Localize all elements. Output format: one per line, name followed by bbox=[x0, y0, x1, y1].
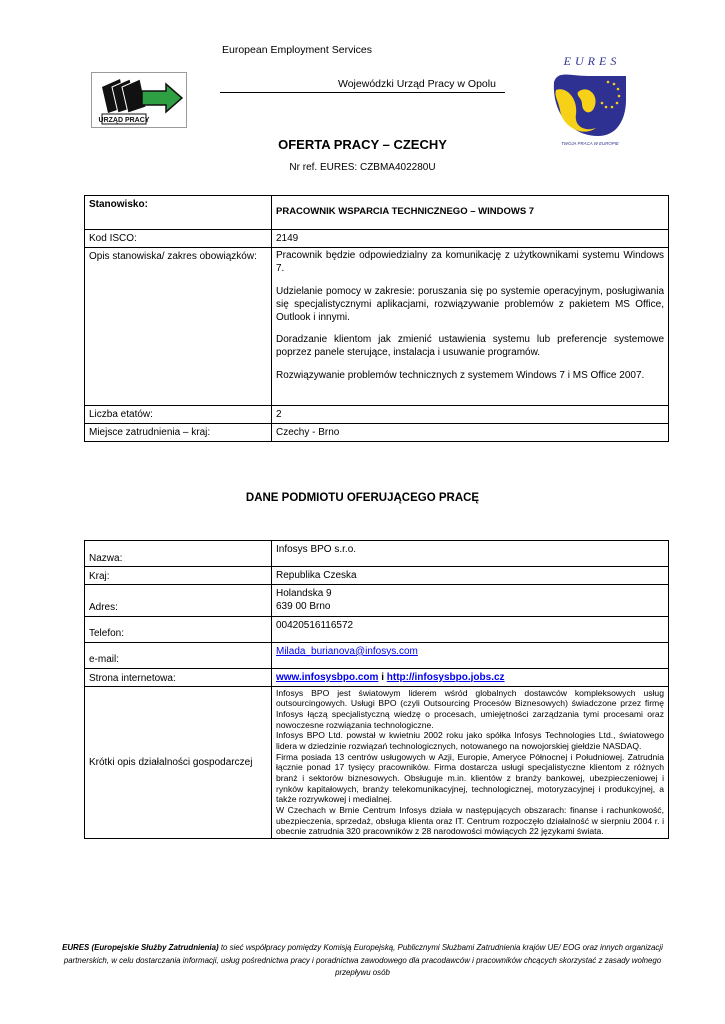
duties-paragraph: Doradzanie klientom jak zmienić ustawienia systemu lub preferencje systemowe poprzez panele sterujące, instalacja i usuwanie programów. bbox=[276, 334, 664, 359]
company-name-row bbox=[85, 541, 669, 567]
website-link-jobs[interactable]: http://infosysbpo.jobs.cz bbox=[386, 671, 505, 683]
duties-row bbox=[85, 248, 669, 406]
address-line: 639 00 Brno bbox=[276, 601, 331, 613]
activity-description bbox=[272, 686, 669, 838]
position-value: PRACOWNIK WSPARCIA TECHNICZNEGO – WINDOWS 7 bbox=[272, 196, 669, 230]
duties-paragraph: Udzielanie pomocy w zakresie: poruszania się po systemie operacyjnym, posługiwania się specjalistycznymi aplikacjami, rozwiązywanie problemów z pakietem MS Office, Outlook i innymi. bbox=[276, 285, 664, 323]
isco-row bbox=[85, 230, 669, 248]
positions-count-row bbox=[85, 405, 669, 423]
phone-value: 00420516116572 bbox=[272, 616, 669, 642]
footer-lead: EURES (Europejskie Służby Zatrudnienia) bbox=[62, 943, 219, 952]
activity-paragraph: Infosys BPO Ltd. powstał w kwietniu 2002 roku jako spółka Infosys Technologies Ltd., światowego lidera w dziedzinie rozwiązań technologicznych, notowanego na nowojorskiej giełdzie NASDAQ. bbox=[276, 730, 664, 752]
positions-count-label: Liczba etatów: bbox=[85, 405, 272, 423]
offer-reference: Nr ref. EURES: CZBMA402280U bbox=[289, 162, 436, 173]
address-label: Adres: bbox=[85, 585, 272, 616]
location-label: Miejsce zatrudnienia – kraj: bbox=[85, 423, 272, 441]
urzad-pracy-logo-text: URZĄD PRACY bbox=[98, 117, 150, 124]
website-link-main[interactable]: www.infosysbpo.com bbox=[276, 671, 379, 683]
activity-paragraph: Firma posiada 13 centrów usługowych w Azji, Europie, Ameryce Północnej i Południowej. Zatrudnia łącznie ponad 17 tysięcy pracowników. Firma dostarcza usługi specjalistyczne klientom z różnych branż i sektorów biznesowych. Obsługuje m.in. klientów z branży bankowej, ubezpieczeniowej i rynków kapitałowych, branży telekomunikacyjnej, technologicznej, motoryzacyjnej i produkcyjnej, a także rozrywkowej i medialnej. bbox=[276, 751, 664, 805]
duties-paragraph: Pracownik będzie odpowiedzialny za komunikację z użytkownikami systemu Windows 7. bbox=[276, 250, 664, 275]
address-row bbox=[85, 585, 669, 616]
company-name-label: Nazwa: bbox=[85, 541, 272, 567]
isco-value: 2149 bbox=[272, 230, 669, 248]
country-value: Republika Czeska bbox=[272, 567, 669, 585]
website-row bbox=[85, 668, 669, 686]
footer-note bbox=[60, 942, 665, 980]
address-value bbox=[272, 585, 669, 616]
header-organization: European Employment Services bbox=[222, 44, 372, 56]
location-row bbox=[85, 423, 669, 441]
header-office: Wojewódzki Urząd Pracy w Opolu bbox=[338, 78, 496, 90]
eures-logo-graphic bbox=[548, 52, 628, 148]
footer-text: to sieć współpracy pomiędzy Komisją Europejską, Publicznymi Służbami Zatrudnienia krajów UE/ EOG oraz innych organizacji partnerskich, w celu dostarczania informacji, usług pośrednictwa pracy i poradnictwa zawodowego dla pracodawców i pracowników chcących skorzystać z zasady wolnego przepływu osób bbox=[63, 943, 663, 978]
duties-label: Opis stanowiska/ zakres obowiązków: bbox=[85, 248, 272, 406]
isco-label: Kod ISCO: bbox=[85, 230, 272, 248]
position-table bbox=[84, 195, 669, 442]
company-name-value: Infosys BPO s.r.o. bbox=[272, 541, 669, 567]
website-separator: i bbox=[378, 671, 387, 683]
phone-label: Telefon: bbox=[85, 616, 272, 642]
email-link[interactable]: Milada_burianova@infosys.com bbox=[276, 645, 418, 657]
position-label: Stanowisko: bbox=[85, 196, 272, 230]
company-table bbox=[84, 540, 669, 839]
eures-logo-text: EURES bbox=[563, 54, 621, 68]
duties-paragraph: Rozwiązywanie problemów technicznych z systemem Windows 7 i MS Office 2007. bbox=[276, 369, 645, 381]
activity-paragraph: Infosys BPO jest światowym liderem wśród globalnych dostawców kompleksowych usług outsourcingowych. Usługi BPO (czyli Outsourcing Procesów Biznesowych) świadczone przez firmę Infosys łączą specjalistyczną wiedzę o procesach, umiejętności zarządzania tymi procesami oraz nowoczesne rozwiązania technologiczne. bbox=[276, 687, 664, 730]
offer-title: OFERTA PRACY – CZECHY bbox=[278, 137, 447, 152]
activity-paragraph: W Czechach w Brnie Centrum Infosys działa w następujących obszarach: finanse i rachunkowość, ubezpieczenia, sprzedaż, obsługa klienta oraz IT. Centrum rozpoczęło działalność w sierpniu 2004 r. i obecnie zatrudnia 320 pracowników z 28 narodowości mówiących 22 językami świata. bbox=[276, 804, 664, 837]
position-row bbox=[85, 196, 669, 230]
website-cell bbox=[272, 668, 669, 686]
website-label: Strona internetowa: bbox=[85, 668, 272, 686]
activity-label: Krótki opis działalności gospodarczej bbox=[85, 686, 272, 838]
country-label: Kraj: bbox=[85, 567, 272, 585]
address-line: Holandska 9 bbox=[276, 588, 332, 600]
header-divider bbox=[220, 92, 505, 93]
positions-count-value: 2 bbox=[272, 405, 669, 423]
duties-description bbox=[272, 248, 669, 406]
eures-logo bbox=[548, 52, 628, 148]
email-label: e-mail: bbox=[85, 642, 272, 668]
email-row bbox=[85, 642, 669, 668]
urzad-pracy-logo bbox=[91, 72, 187, 128]
company-section-title: DANE PODMIOTU OFERUJĄCEGO PRACĘ bbox=[245, 492, 480, 504]
eures-logo-tagline: TWOJA PRACA W EUROPIE bbox=[561, 141, 619, 146]
urzad-pracy-logo-graphic bbox=[92, 73, 186, 127]
activity-row bbox=[85, 686, 669, 838]
email-cell bbox=[272, 642, 669, 668]
country-row bbox=[85, 567, 669, 585]
location-value: Czechy - Brno bbox=[272, 423, 669, 441]
phone-row bbox=[85, 616, 669, 642]
